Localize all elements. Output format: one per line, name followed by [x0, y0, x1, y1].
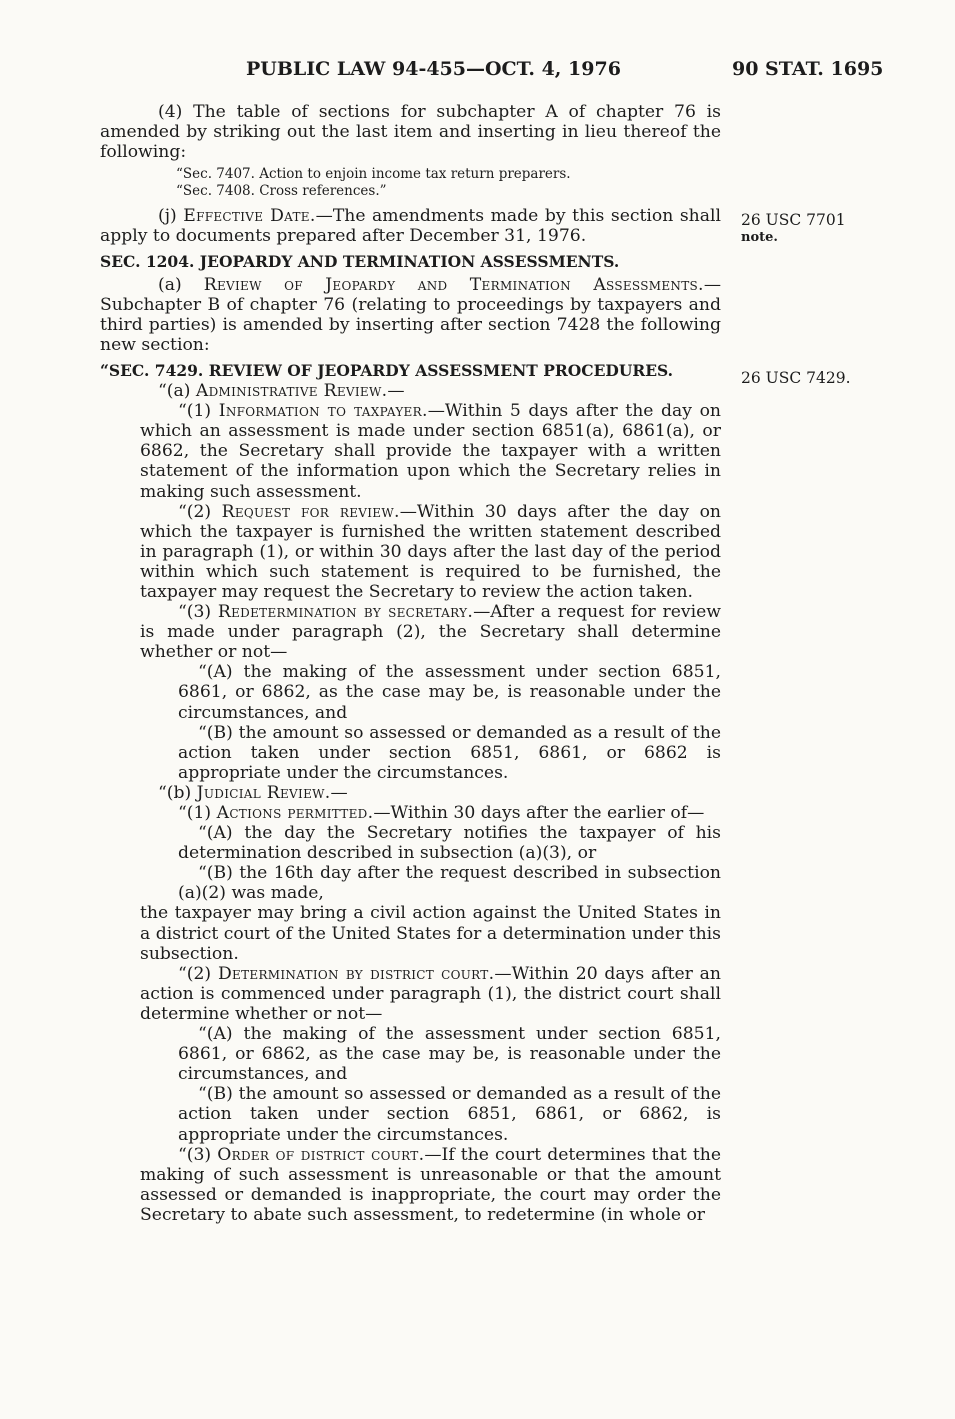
paragraph-number: “(1) [178, 803, 217, 823]
paragraph-heading: Redetermination by secretary. [217, 602, 474, 623]
paragraph-number: “(1) [178, 401, 219, 422]
subparagraph-a: “(A) the making of the assessment under section 6851, 6861, or 6862, as the case may be, is reasonable under the circumstances, and [178, 1024, 721, 1085]
paragraph-1-info [140, 401, 721, 501]
subsection-number: (j) [158, 206, 184, 227]
margin-note-line: 26 USC 7701 [741, 211, 846, 229]
paragraph-number: “(3) [178, 1144, 218, 1165]
paragraph-number: “(2) [178, 963, 218, 984]
paragraph-text: —After a request for review is made under paragraph (2), the Secretary shall determine whether or not— [140, 602, 721, 663]
subsection-heading: Review of Jeopardy and Termination Assessments. [203, 274, 704, 295]
subsection-heading: Judicial Review. [196, 782, 331, 803]
paragraph-text: —Within 5 days after the day on which an assessment is made under section 6851(a), 6861(a), or 6862, the Secretary shall provide the taxpayer with a written statement of the information upon which the Secretary relies in making such assessment. [140, 401, 721, 502]
subparagraph-b: “(B) the amount so assessed or demanded as a result of the action taken under section 6851, 6861, or 6862 is appropriate under the circumstances. [178, 722, 721, 783]
body-text [100, 102, 721, 1225]
paragraph-text: —Within 30 days after the day on which the taxpayer is furnished the written statement described in paragraph (1), or within 30 days after the last day of the period within which such statement is required to be furnished, the taxpayer may request the Secretary to review the action taken. [140, 501, 721, 602]
subsection-number: “(a) [158, 381, 196, 402]
subsection-text: —Subchapter B of chapter 76 (relating to proceedings by taxpayers and third parties) is amended by inserting after section 7428 the following new section: [100, 274, 721, 355]
paragraph-number: “(2) [178, 501, 222, 522]
running-head: PUBLIC LAW 94-455—OCT. 4, 1976 [246, 58, 621, 80]
paragraph-heading: Information to taxpayer. [218, 401, 428, 422]
paragraph-3-redetermination [140, 602, 721, 662]
paragraph-heading: Actions permitted. [216, 803, 374, 823]
subsection-a-admin-review [100, 381, 721, 401]
paragraph-number: “(3) [178, 602, 218, 623]
paragraph-2-request [140, 502, 721, 602]
subsection-b-judicial-review [100, 783, 721, 803]
paragraph-text: —If the court determines that the making of such assessment is unreasonable or that the amount assessed or demanded is inappropriate, the court may order the Secretary to abate such assessment, to redetermine (in whole or [140, 1144, 721, 1225]
paragraph-continuation: the taxpayer may bring a civil action against the United States in a district court of the United States for a determination under this subsection. [140, 903, 721, 964]
subsection-text: —The amendments made by this section shall apply to documents prepared after December 31, 1976. [100, 206, 721, 247]
subparagraph-a: “(A) the making of the assessment under section 6851, 6861, or 6862, as the case may be, is reasonable under the circumstances, and [178, 662, 721, 723]
paragraph-3-order [140, 1145, 721, 1225]
margin-note-usc-7701 [741, 212, 846, 246]
quoted-table-entry: “Sec. 7407. Action to enjoin income tax return preparers. [176, 166, 571, 183]
paragraph-text: —Within 30 days after the earlier of— [373, 803, 705, 823]
subparagraph-b: “(B) the 16th day after the request described in subsection (a)(2) was made, [178, 863, 721, 904]
subsection-dash: — [330, 782, 348, 803]
paragraph-4: (4) The table of sections for subchapter A of chapter 76 is amended by striking out the last item and inserting in lieu thereof the following: [100, 102, 721, 163]
subsection-dash: — [387, 381, 405, 402]
page-header [0, 58, 955, 86]
subsection-number: (a) [158, 274, 204, 295]
subparagraph-a: “(A) the day the Secretary notifies the taxpayer of his determination described in subsection (a)(3), or [178, 823, 721, 864]
subparagraph-b: “(B) the amount so assessed or demanded as a result of the action taken under section 6851, 6861, or 6862, is appropriate under the circumstances. [178, 1084, 721, 1145]
paragraph-heading: Request for review. [221, 501, 400, 522]
paragraph-2-determination [140, 964, 721, 1024]
margin-note-usc-7429: 26 USC 7429. [741, 369, 851, 387]
paragraph-1-actions [140, 803, 721, 823]
quoted-table-entry: “Sec. 7408. Cross references.” [176, 183, 387, 200]
subsection-j [100, 206, 721, 246]
statute-page-number: 90 STAT. 1695 [732, 58, 884, 80]
margin-note-line: note. [741, 230, 778, 245]
subsection-number: “(b) [158, 782, 197, 803]
paragraph-heading: Determination by district court. [217, 963, 495, 984]
subsection-heading: Effective Date. [183, 206, 316, 227]
paragraph-heading: Order of district court. [217, 1144, 425, 1165]
subsection-a [100, 275, 721, 355]
paragraph-text: —Within 20 days after an action is commenced under paragraph (1), the district court shall determine whether or not— [140, 963, 721, 1024]
subsection-heading: Administrative Review. [195, 381, 388, 402]
section-7429-heading: “SEC. 7429. REVIEW OF JEOPARDY ASSESSMENT PROCEDURES. [100, 360, 674, 380]
section-1204-heading: SEC. 1204. JEOPARDY AND TERMINATION ASSESSMENTS. [100, 252, 620, 272]
